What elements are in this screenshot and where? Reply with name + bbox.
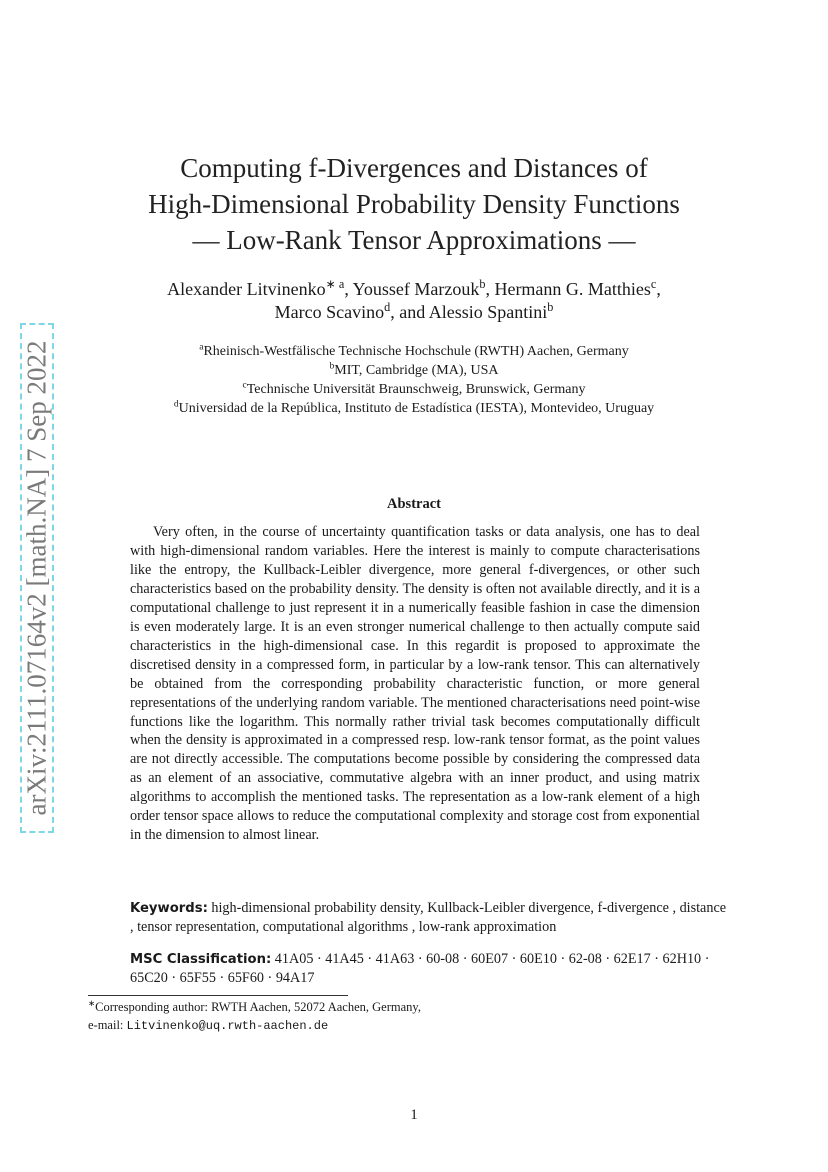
keywords	[130, 899, 730, 937]
affiliation-a	[0, 342, 828, 361]
paper-title	[0, 150, 828, 258]
page-number: 1	[410, 1107, 418, 1123]
affiliation-b	[0, 361, 828, 380]
author-matthies: , Hermann G. Matthies	[485, 279, 651, 299]
affiliation-d-text: Universidad de la República, Instituto de Estadística (IESTA), Montevideo, Uruguay	[178, 401, 655, 416]
footnote-email-label: e-mail:	[88, 1018, 127, 1032]
affiliation-a-text: Rheinisch-Westfälische Technische Hochschule (RWTH) Aachen, Germany	[203, 344, 629, 359]
author-litvinenko: Alexander Litvinenko	[167, 279, 326, 299]
affiliation-d-mark: d	[173, 399, 179, 410]
msc-label: MSC Classification:	[130, 952, 272, 967]
title-line-1: Computing f-Divergences and Distances of	[180, 153, 648, 183]
affiliation-b-mark: b	[329, 361, 335, 372]
footnote-rule	[88, 995, 348, 996]
author-scavino-mark: d	[384, 300, 391, 314]
abstract-body: Very often, in the course of uncertainty quantification tasks or data analysis, one has to deal with high-dimensional random variables. Here the interest is mainly to compute characterisations like the entropy, the Kullback-Leibler divergence, more general f-divergences, or other such characteristics based on the probability density. The density is often not available directly, and it is a computational challenge to just represent it in a numerically feasible fashion in case the dimension is even moderately large. It is an even stronger numerical challenge to then actually compute said characteristics in the high-dimensional case. In this regardit is proposed to approximate the discretised density in a compressed form, in particular by a low-rank tensor. This can alternatively be obtained from the corresponding probability characteristic function, or more general representations of the underlying random variable. The mentioned characterisations need point-wise functions like the logarithm. This normally rather trivial task becomes computationally difficult when the density is approximated in a compressed resp. low-rank tensor format, as the point values are not directly accessible. The computations become possible by considering the compressed data as an element of an associative, commutative algebra with an inner product, and using matrix algorithms to accomplish the mentioned tasks. The representation as a low-rank element of a high order tensor space allows to reduce the computational complexity and storage cost from exponential in the dimension to almost linear.	[130, 524, 700, 844]
author-litvinenko-mark: ∗ a	[325, 277, 345, 291]
author-matthies-mark: c	[650, 277, 657, 291]
arxiv-stamp-text: arXiv:2111.07164v2 [math.NA] 7 Sep 2022	[21, 340, 52, 816]
author-spantini: , and Alessio Spantini	[390, 302, 548, 322]
author-marzouk: , Youssef Marzouk	[344, 279, 480, 299]
footnote-text: Corresponding author: RWTH Aachen, 52072 Aachen, Germany,	[95, 1000, 421, 1014]
msc-text: 41A05 · 41A45 · 41A63 · 60-08 · 60E07 · 60E10 · 62-08 · 62E17 · 62H10 · 65C20 · 65F55 · 65F60 · 94A17	[130, 951, 710, 986]
footnote-line-2	[88, 1016, 648, 1035]
footnote-mark: ∗	[88, 997, 96, 1008]
author-spantini-mark: b	[547, 300, 554, 314]
keywords-label: Keywords:	[130, 901, 208, 916]
author-line-1	[0, 278, 828, 301]
footnote-line-1	[88, 998, 648, 1016]
title-line-2: High-Dimensional Probability Density Functions	[148, 189, 680, 219]
affiliation-c-mark: c	[242, 380, 247, 391]
affiliation-a-mark: a	[199, 342, 204, 353]
author-line-tail: ,	[656, 279, 661, 299]
msc-classification	[130, 950, 710, 988]
affiliation-b-text: MIT, Cambridge (MA), USA	[334, 363, 499, 378]
affiliation-c-text: Technische Universität Braunschweig, Brunswick, Germany	[246, 382, 586, 397]
title-line-3: — Low-Rank Tensor Approximations —	[192, 225, 636, 255]
footnote-email[interactable]: Litvinenko@uq.rwth-aachen.de	[126, 1019, 329, 1033]
affiliation-d	[0, 399, 828, 418]
footnote	[88, 998, 648, 1035]
affiliation-c	[0, 380, 828, 399]
affiliation-list	[0, 342, 828, 418]
author-marzouk-mark: b	[479, 277, 486, 291]
author-scavino: Marco Scavino	[274, 302, 385, 322]
keywords-text: high-dimensional probability density, Kullback-Leibler divergence, f-divergence , distance , tensor representation, computational algorithms , low-rank approximation	[130, 900, 727, 935]
author-line-2	[0, 301, 828, 324]
abstract-heading: Abstract	[387, 496, 441, 512]
author-list	[0, 278, 828, 324]
